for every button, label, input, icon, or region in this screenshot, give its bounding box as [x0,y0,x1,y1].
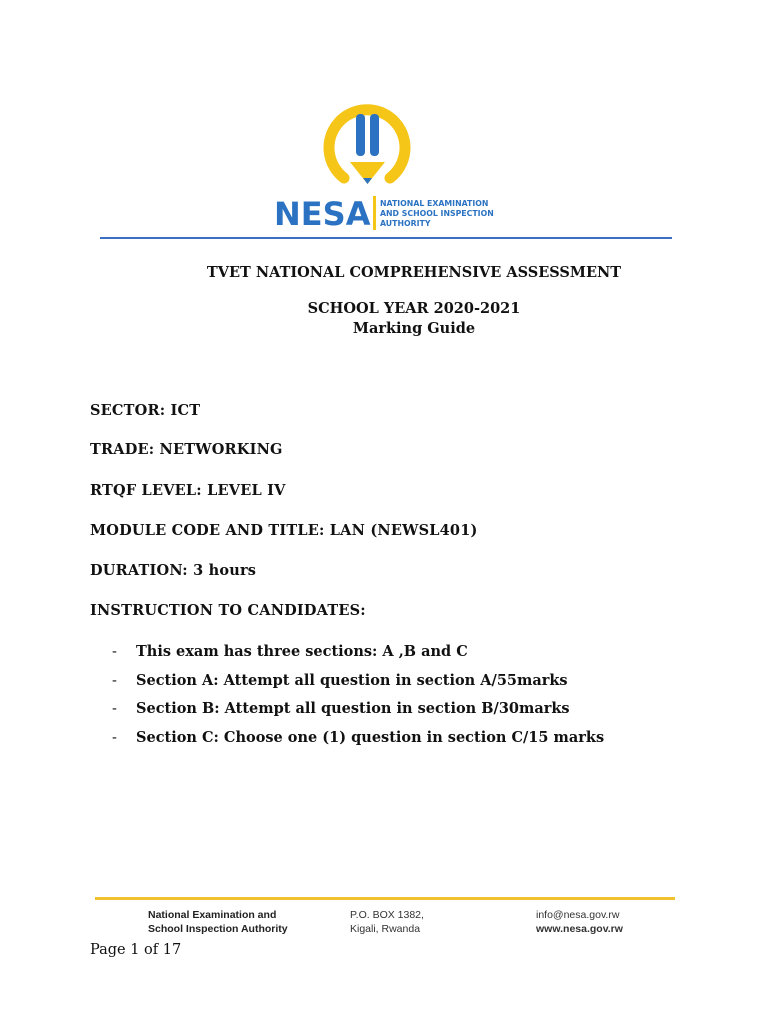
instruction-text: This exam has three sections: A ,B and C [136,643,468,660]
instruction-text: Section A: Attempt all question in section A/55marks [136,672,568,689]
school-year: SCHOOL YEAR 2020-2021 [307,300,521,317]
trade-field [90,441,283,458]
logo-tagline-3: AUTHORITY [380,219,431,228]
bullet-dash: - [112,730,117,746]
level-field [90,482,286,499]
footer-org-line1: National Examination and [148,909,277,921]
duration-label: DURATION: [90,562,188,579]
sector-label: SECTOR: [90,402,166,419]
footer-address-line1: P.O. BOX 1382, [350,909,424,921]
assessment-title: TVET NATIONAL COMPREHENSIVE ASSESSMENT [206,264,622,281]
footer-address-line2: Kigali, Rwanda [350,923,421,935]
module-value: LAN (NEWSL401) [329,522,478,539]
level-value: LEVEL IV [207,482,286,499]
document-subtitle: Marking Guide [352,320,476,337]
nesa-logo [270,92,500,232]
bullet-dash: - [112,644,117,660]
footer-org-line2: School Inspection Authority [148,923,288,935]
logo-tagline-1: NATIONAL EXAMINATION [380,199,489,208]
bullet-dash: - [112,673,117,689]
footer-address [350,908,424,936]
logo-tagline-2: AND SCHOOL INSPECTION [380,209,494,218]
instruction-text: Section B: Attempt all question in section B/30marks [136,700,570,717]
list-item [112,643,468,660]
module-field [90,522,478,539]
sector-field [90,402,200,419]
logo-bar-right [370,114,379,156]
duration-field [90,562,256,579]
logo-acronym: NESA [274,195,371,232]
level-label: RTQF LEVEL: [90,482,202,499]
module-label: MODULE CODE AND TITLE: [90,522,325,539]
duration-value: 3 hours [193,562,257,579]
list-item [112,729,604,746]
sector-value: ICT [170,402,201,419]
footer-email[interactable]: info@nesa.gov.rw [536,909,620,921]
instructions-heading: INSTRUCTION TO CANDIDATES: [90,602,366,619]
footer-org [148,908,288,936]
trade-label: TRADE: [90,441,155,458]
bullet-dash: - [112,701,117,717]
list-item [112,700,570,717]
trade-value: NETWORKING [159,441,283,458]
footer-contact [536,908,623,936]
header-divider [100,237,672,239]
footer-website[interactable]: www.nesa.gov.rw [536,923,623,935]
instruction-text: Section C: Choose one (1) question in section C/15 marks [136,729,605,746]
footer-divider [95,897,675,900]
page-number: Page 1 of 17 [90,942,182,958]
list-item [112,672,568,689]
logo-bar-left [356,114,365,156]
